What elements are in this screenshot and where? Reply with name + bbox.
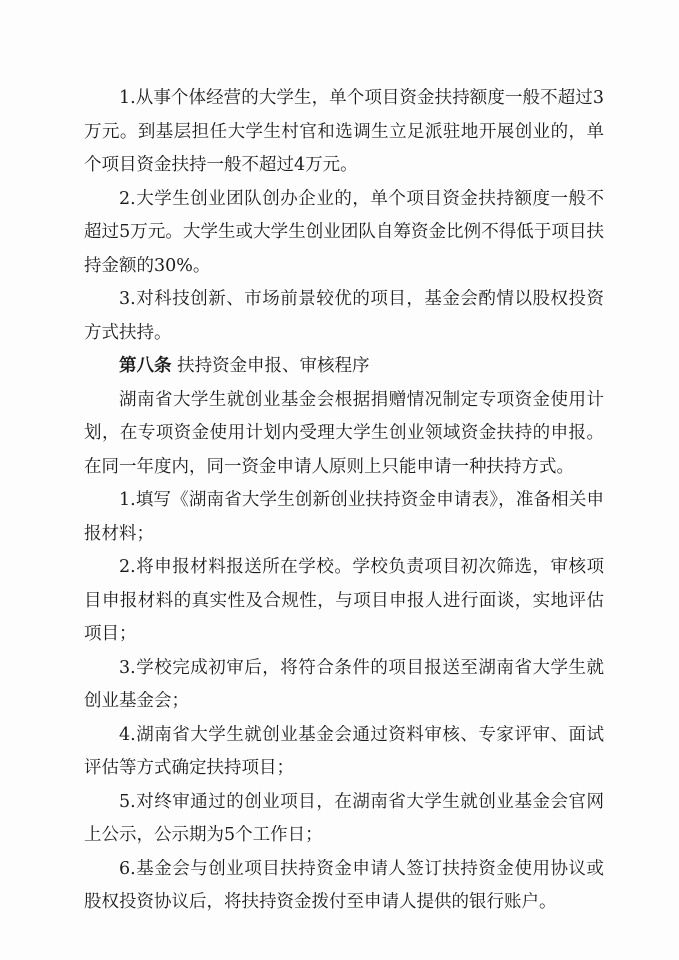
article-heading xyxy=(84,350,604,384)
paragraph-step-2: 2.将申报材料报送所在学校。学校负责项目初次筛选，审核项目申报材料的真实性及合规性，与项目申报人进行面谈，实地评估项目； xyxy=(84,557,604,644)
paragraph-step-1: 1.填写《湖南省大学生创新创业扶持资金申请表》，准备相关申报材料； xyxy=(84,490,604,544)
article-number: 第八条 xyxy=(119,356,172,376)
document-body xyxy=(84,82,604,920)
paragraph-item-2: 2.大学生创业团队创办企业的，单个项目资金扶持额度一般不超过5万元。大学生或大学生创业团队自筹资金比例不得低于项目扶持金额的30%。 xyxy=(84,188,604,276)
paragraph-step-3: 3.学校完成初审后，将符合条件的项目报送至湖南省大学生就创业基金会； xyxy=(84,657,604,711)
paragraph-item-3: 3.对科技创新、市场前景较优的项目，基金会酌情以股权投资方式扶持。 xyxy=(84,289,604,343)
paragraph-step-6: 6.基金会与创业项目扶持资金申请人签订扶持资金使用协议或股权投资协议后，将扶持资金拨付至申请人提供的银行账户。 xyxy=(84,858,604,912)
paragraph-step-4: 4.湖南省大学生就创业基金会通过资料审核、专家评审、面试评估等方式确定扶持项目； xyxy=(84,724,604,778)
article-title: 扶持资金申报、审核程序 xyxy=(171,356,370,376)
paragraph-intro: 湖南省大学生就创业基金会根据捐赠情况制定专项资金使用计划，在专项资金使用计划内受理大学生创业领域资金扶持的申报。在同一年度内，同一资金申请人原则上只能申请一种扶持方式。 xyxy=(84,389,604,477)
paragraph-step-5: 5.对终审通过的创业项目，在湖南省大学生就创业基金会官网上公示，公示期为5个工作日； xyxy=(84,791,604,845)
paragraph-item-1: 1.从事个体经营的大学生，单个项目资金扶持额度一般不超过3万元。到基层担任大学生村官和选调生立足派驻地开展创业的，单个项目资金扶持一般不超过4万元。 xyxy=(84,88,604,175)
